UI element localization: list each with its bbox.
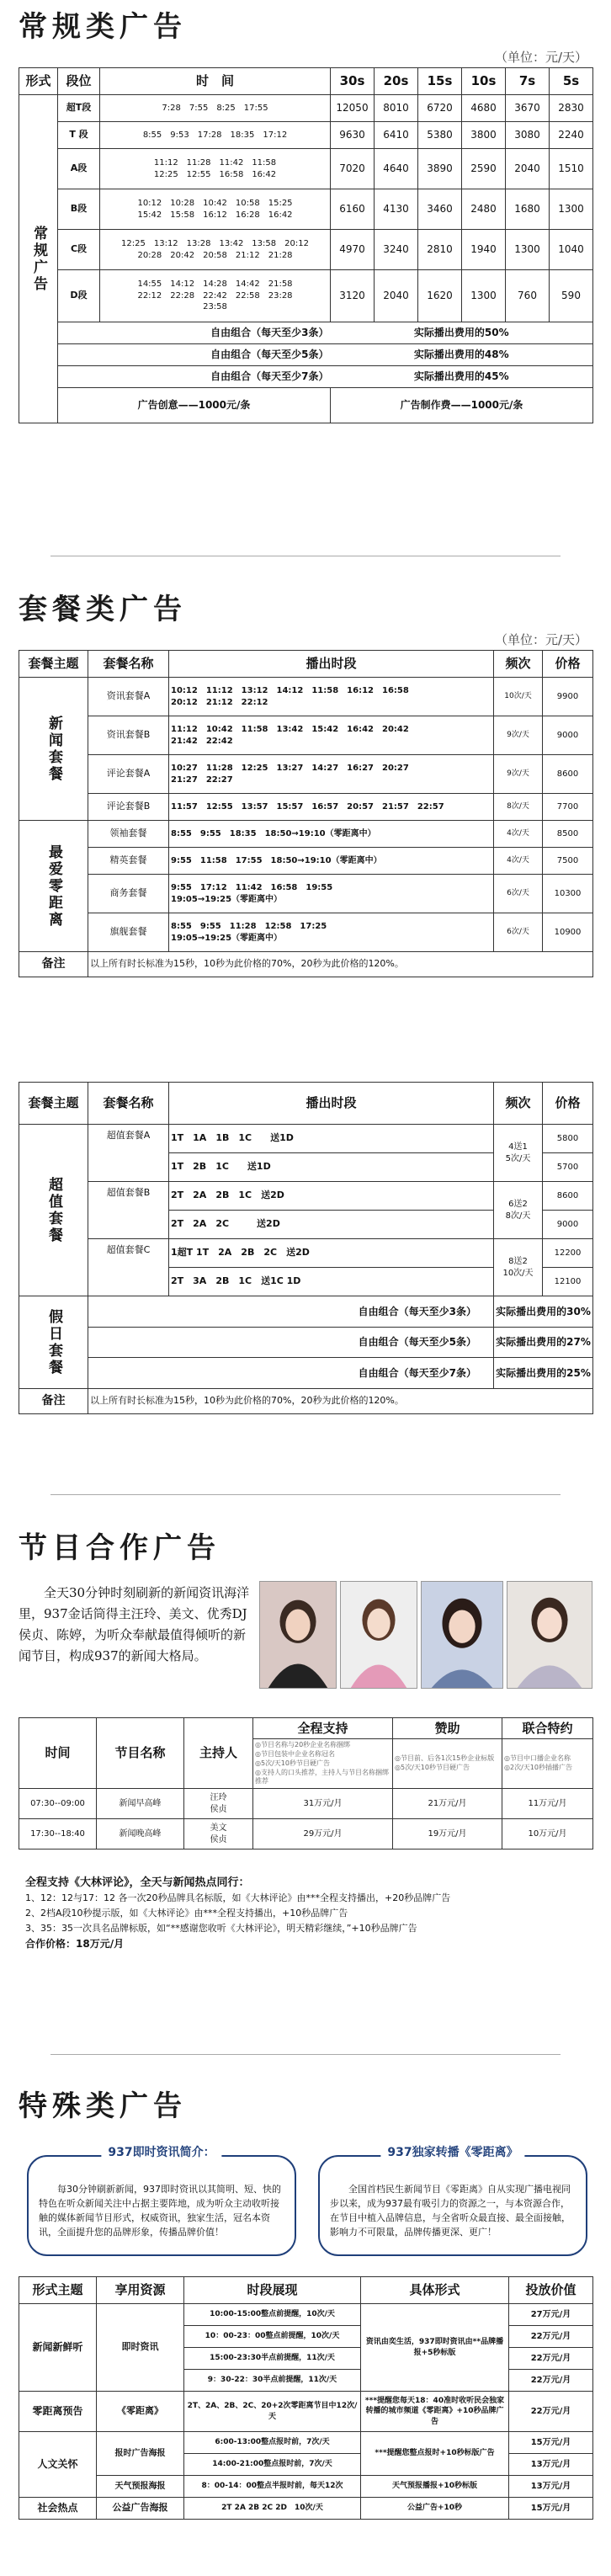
price: 2810 (418, 230, 462, 270)
package-name: 评论套餐B (88, 794, 169, 821)
table-row (19, 1182, 593, 1211)
table-row (19, 678, 593, 716)
table-row (19, 2432, 593, 2454)
package-price: 9900 (543, 678, 593, 716)
table-row (19, 716, 593, 755)
special-form: 公益广告+10秒 (361, 2498, 509, 2520)
table-row (19, 2476, 593, 2498)
zero-intro-text: 全国首档民生新闻节目《零距离》自从实现广播电视同步以来，成为937最有吸引力的资源之一，与本资源合作，在节目中植入品牌信息，与全省听众最直接、最全面接触，影响力不可限量，品牌传播更深、更广！ (330, 2184, 571, 2238)
note-label: 备注 (19, 952, 88, 977)
package-price: 8500 (543, 821, 593, 848)
special-slot: 2T 2A 2B 2C 2D 10次/天 (184, 2498, 361, 2520)
package-freq: 6次/天 (494, 913, 543, 952)
price: 3800 (462, 122, 506, 149)
segment: A段 (58, 149, 100, 189)
value-table (19, 1082, 593, 1414)
special-slot: 2T、2A、2B、2C、20+2次零距离节目中12次/天 (184, 2392, 361, 2432)
table-row (19, 2498, 593, 2520)
time-slots: 12:25 13:12 13:28 13:42 13:58 20:12 20:28 20:42 20:58 21:12 21:28 (100, 230, 331, 270)
program-note-title: 全程支持《大林评论》，全天与新闻热点同行： (25, 1876, 250, 1889)
special-table (19, 2276, 593, 2520)
price: 4680 (462, 95, 506, 122)
program-name: 新闻早高峰 (97, 1789, 184, 1819)
special-resource: 《零距离》 (97, 2392, 184, 2432)
program-joint: 10万元/月 (502, 1819, 593, 1850)
value-slot: 1超T 1T 2A 2B 2C 送2D (169, 1239, 494, 1268)
table-row (19, 1239, 593, 1268)
free-combo-discount: 实际播出费用的27% (494, 1327, 593, 1358)
table-row (19, 122, 593, 149)
note-text: 以上所有时长标准为15秒，10秒为此价格的70%，20秒为此价格的120%。 (88, 952, 593, 977)
special-slot: 9：30-22：30半点前提醒，11次/天 (184, 2370, 361, 2392)
free-combo: 自由组合（每天至少5条） (58, 344, 331, 366)
program-t: 17:30--18:40 (19, 1819, 97, 1850)
special-resource: 天气预报海报 (97, 2476, 184, 2498)
package-name: 商务套餐 (88, 875, 169, 913)
table-row (19, 1789, 593, 1819)
host-photo-4 (507, 1581, 592, 1689)
package-slot: 10:12 11:12 13:12 14:12 11:58 16:12 16:58 20:12 21:12 22:12 (169, 678, 494, 716)
table-row (19, 1327, 593, 1358)
col-5s: 5s (550, 68, 593, 95)
special-price: 27万元/月 (509, 2304, 593, 2326)
special-price: 15万元/月 (509, 2432, 593, 2454)
package-slot: 8:55 9:55 18:35 18:50→19:10（零距离中） (169, 821, 494, 848)
program-note-line: 3、35：35一次具名品牌标版，如“**感谢您收听《大林评论》，明天精彩继续，”+10秒品牌广告 (25, 1923, 417, 1934)
col-host: 主持人 (184, 1718, 253, 1789)
package-freq: 6次/天 (494, 875, 543, 913)
package-table (19, 650, 593, 977)
table-row (19, 388, 593, 423)
col-full-support: 全程支持 (253, 1718, 393, 1739)
group-news-text: 新闻套餐 (45, 715, 62, 783)
value-name: 超值套餐A (88, 1125, 169, 1182)
segment: T 段 (58, 122, 100, 149)
value-price: 5700 (543, 1153, 593, 1182)
price: 1040 (550, 230, 593, 270)
price: 2240 (550, 122, 593, 149)
col-value: 投放价值 (509, 2277, 593, 2304)
special-theme: 人文关怀 (19, 2432, 97, 2498)
value-freq: 4送1 5次/天 (494, 1125, 543, 1182)
free-combo-discount: 实际播出费用的30% (494, 1296, 593, 1328)
special-resource: 报时广告海报 (97, 2432, 184, 2476)
program-host: 美文 侯贞 (184, 1819, 253, 1850)
price: 5380 (418, 122, 462, 149)
segment: B段 (58, 189, 100, 230)
package-price: 10900 (543, 913, 593, 952)
sponsor-desc: ◎节目前、后各1次15秒企业标版 ◎5次/天10秒节目硬广告 (393, 1739, 502, 1789)
table-row (19, 2392, 593, 2432)
price: 6160 (331, 189, 375, 230)
table-row (19, 794, 593, 821)
special-table-wrap (19, 2276, 592, 2520)
program-name: 新闻晚高峰 (97, 1819, 184, 1850)
price: 2590 (462, 149, 506, 189)
price: 6410 (375, 122, 418, 149)
package-freq: 4次/天 (494, 848, 543, 875)
package-price: 9000 (543, 716, 593, 755)
price: 8010 (375, 95, 418, 122)
price: 590 (550, 270, 593, 322)
special-slot: 8：00-14：00整点半报时前，每天12次 (184, 2476, 361, 2498)
program-note-line: 1、12：12与17：12 各一次20秒品牌具名标版，如《大林评论》由***全程支持播出，+20秒品牌广告 (25, 1892, 451, 1903)
time-slots: 14:55 14:12 14:28 14:42 21:58 22:12 22:28 22:42 22:58 23:28 23:58 (100, 270, 331, 322)
table-row (19, 875, 593, 913)
special-form: ***提醒您整点报时+10秒标版广告 (361, 2432, 509, 2476)
program-title: 节目合作广告 (19, 1531, 220, 1565)
time-slots: 7:28 7:55 8:25 17:55 (100, 95, 331, 122)
group-value (19, 1125, 88, 1296)
table-row (19, 366, 593, 388)
special-price: 22万元/月 (509, 2326, 593, 2348)
program-note-line: 2、2档A段10秒提示版，如《大林评论》由***全程支持播出，+10秒品牌广告 (25, 1908, 348, 1919)
table-row (19, 230, 593, 270)
free-combo: 自由组合（每天至少5条） (88, 1327, 494, 1358)
time-slots: 10:12 10:28 10:42 10:58 15:25 15:42 15:58 16:12 16:28 16:42 (100, 189, 331, 230)
table-row (19, 952, 593, 977)
value-price: 12100 (543, 1268, 593, 1296)
special-theme: 新闻新鲜听 (19, 2304, 97, 2392)
package-name: 评论套餐A (88, 755, 169, 794)
table-row (19, 344, 593, 366)
special-slot: 6:00-13:00整点报时前，7次/天 (184, 2432, 361, 2454)
package-freq: 8次/天 (494, 794, 543, 821)
table-row (19, 1389, 593, 1414)
value-freq: 6送2 8次/天 (494, 1182, 543, 1239)
package-price: 8600 (543, 755, 593, 794)
price: 3460 (418, 189, 462, 230)
table-row (19, 1819, 593, 1850)
table-row (19, 95, 593, 122)
table-row (19, 848, 593, 875)
special-slot: 14:00-21:00整点报时前，7次/天 (184, 2454, 361, 2476)
form-label (19, 95, 58, 423)
price: 1300 (550, 189, 593, 230)
special-resource: 公益广告海报 (97, 2498, 184, 2520)
price: 4640 (375, 149, 418, 189)
price: 2040 (506, 149, 550, 189)
col-time: 时 间 (100, 68, 331, 95)
special-theme: 零距离预告 (19, 2392, 97, 2432)
col-slot: 播出时段 (169, 1083, 494, 1125)
zero-intro-box (318, 2146, 587, 2256)
program-note (25, 1876, 564, 1951)
value-name: 超值套餐C (88, 1239, 169, 1296)
program-table (19, 1717, 593, 1850)
price: 2830 (550, 95, 593, 122)
program-spon: 21万元/月 (393, 1789, 502, 1819)
package-slot: 9:55 17:12 11:42 16:58 19:55 19:05→19:25（零距离中） (169, 875, 494, 913)
special-form: ***提醒您每天18：40准时收听民会独家转播的城市频道《零距离》+10秒品牌广告 (361, 2392, 509, 2432)
news-intro-box (27, 2146, 296, 2256)
value-freq: 8送2 10次/天 (494, 1239, 543, 1296)
group-zero (19, 821, 88, 952)
package-freq: 9次/天 (494, 716, 543, 755)
value-slot: 2T 3A 2B 1C 送1C 1D (169, 1268, 494, 1296)
col-theme: 套餐主题 (19, 651, 88, 678)
free-combo-discount: 实际播出费用的25% (494, 1358, 593, 1389)
price: 7020 (331, 149, 375, 189)
free-combo-discount: 实际播出费用的50% (331, 322, 593, 344)
col-seg: 段位 (58, 68, 100, 95)
value-slot: 2T 2A 2C 送2D (169, 1211, 494, 1239)
col-price: 价格 (543, 1083, 593, 1125)
program-t: 07:30--09:00 (19, 1789, 97, 1819)
program-spon: 19万元/月 (393, 1819, 502, 1850)
time-slots: 11:12 11:28 11:42 11:58 12:25 12:55 16:58 16:42 (100, 149, 331, 189)
creative-fee: 广告创意——1000元/条 (58, 388, 331, 423)
table-row (19, 1125, 593, 1153)
news-intro-title: 937即时资讯简介： (101, 2146, 221, 2160)
special-slot: 10：00-23：00整点前提醒，10次/天 (184, 2326, 361, 2348)
col-sponsor: 赞助 (393, 1718, 502, 1739)
special-price: 22万元/月 (509, 2370, 593, 2392)
col-10s: 10s (462, 68, 506, 95)
package-price: 7700 (543, 794, 593, 821)
price: 1940 (462, 230, 506, 270)
form-label-text: 常规广告 (29, 225, 47, 293)
special-price: 13万元/月 (509, 2454, 593, 2476)
program-title-wrap (19, 1528, 592, 1565)
note-label: 备注 (19, 1389, 88, 1414)
package-freq: 9次/天 (494, 755, 543, 794)
joint-desc: ◎节目中口播企业名称 ◎2次/天10秒插播广告 (502, 1739, 593, 1789)
news-intro-text: 每30分钟刷新新闻，937即时资讯以其简明、短、快的特色在听众新闻关注中占据主要阵地，成为听众主动收听接触的媒体新闻节目形式，权威资讯，独家生活，冠名本资讯，全面提升您的品牌形象，传播品牌价值！ (39, 2184, 281, 2238)
regular-table (19, 67, 593, 423)
col-time: 时间 (19, 1718, 97, 1789)
col-price: 价格 (543, 651, 593, 678)
price: 3240 (375, 230, 418, 270)
price: 1680 (506, 189, 550, 230)
divider (50, 2054, 561, 2055)
segment: C段 (58, 230, 100, 270)
price: 12050 (331, 95, 375, 122)
price: 760 (506, 270, 550, 322)
col-30s: 30s (331, 68, 375, 95)
group-value-text: 超值套餐 (45, 1176, 62, 1244)
price: 2480 (462, 189, 506, 230)
host-photo-1 (259, 1581, 337, 1689)
full-support-desc: ◎节目名称与20秒企业名称捆绑 ◎节目包装中企业名称冠名 ◎5次/天10秒节目硬广告 ◎支持人的口头推荐，主持人与节目名称捆绑推荐 (253, 1739, 393, 1789)
value-price: 5800 (543, 1125, 593, 1153)
special-price: 15万元/月 (509, 2498, 593, 2520)
group-news (19, 678, 88, 821)
table-row (19, 913, 593, 952)
package-slot: 11:57 12:55 13:57 15:57 16:57 20:57 21:57 22:57 (169, 794, 494, 821)
price: 4970 (331, 230, 375, 270)
value-price: 8600 (543, 1182, 593, 1211)
value-section (19, 1082, 592, 1414)
special-price: 22万元/月 (509, 2392, 593, 2432)
special-form: 天气预报播报+10秒标版 (361, 2476, 509, 2498)
free-combo: 自由组合（每天至少3条） (88, 1296, 494, 1328)
col-slot: 播出时段 (169, 651, 494, 678)
col-15s: 15s (418, 68, 462, 95)
table-row (19, 1296, 593, 1328)
price: 1620 (418, 270, 462, 322)
package-freq: 10次/天 (494, 678, 543, 716)
price: 3670 (506, 95, 550, 122)
package-name: 资讯套餐B (88, 716, 169, 755)
program-host: 汪玲 侯贞 (184, 1789, 253, 1819)
host-photo-3 (421, 1581, 503, 1689)
price: 4130 (375, 189, 418, 230)
free-combo: 自由组合（每天至少7条） (58, 366, 331, 388)
value-slot: 1T 2B 1C 送1D (169, 1153, 494, 1182)
value-price: 12200 (543, 1239, 593, 1268)
package-price: 10300 (543, 875, 593, 913)
table-row (19, 755, 593, 794)
col-form: 形式 (19, 68, 58, 95)
col-7s: 7s (506, 68, 550, 95)
program-intro: 全天30分钟时刻刷新的新闻资讯海洋里，937金话筒得主汪玲、美文、优秀DJ侯贞、陈婷，为听众奉献最值得倾听的新闻节目，构成937的新闻大格局。 (19, 1585, 250, 1663)
col-20s: 20s (375, 68, 418, 95)
special-theme: 社会热点 (19, 2498, 97, 2520)
price: 1510 (550, 149, 593, 189)
col-form: 具体形式 (361, 2277, 509, 2304)
group-holiday-text: 假日套餐 (45, 1308, 62, 1376)
value-slot: 2T 2A 2B 1C 送2D (169, 1182, 494, 1211)
table-row (19, 821, 593, 848)
col-name: 套餐名称 (88, 651, 169, 678)
free-combo: 自由组合（每天至少7条） (88, 1358, 494, 1389)
package-section (19, 589, 592, 977)
special-title: 特殊类广告 (19, 2089, 187, 2123)
free-combo: 自由组合（每天至少3条） (58, 322, 331, 344)
package-unit: （单位：元/天） (494, 632, 587, 647)
segment: 超T段 (58, 95, 100, 122)
price: 1300 (506, 230, 550, 270)
zero-intro-title: 937独家转播《零距离》 (380, 2146, 524, 2160)
table-row (19, 189, 593, 230)
package-slot: 8:55 9:55 11:28 12:58 17:25 19:05→19:25（零距离中） (169, 913, 494, 952)
free-combo-discount: 实际播出费用的48% (331, 344, 593, 366)
col-timeslot: 时段展现 (184, 2277, 361, 2304)
package-name: 旗舰套餐 (88, 913, 169, 952)
regular-unit: （单位：元/天） (494, 50, 587, 65)
value-price: 9000 (543, 1211, 593, 1239)
price: 1300 (462, 270, 506, 322)
group-holiday (19, 1296, 88, 1389)
table-row (19, 149, 593, 189)
program-price: 合作价格：18万元/月 (25, 1938, 125, 1950)
group-zero-text: 最爱零距离 (45, 844, 62, 929)
package-title: 套餐类广告 (19, 593, 187, 626)
col-freq: 频次 (494, 651, 543, 678)
price: 3120 (331, 270, 375, 322)
production-fee: 广告制作费——1000元/条 (331, 388, 593, 423)
special-slot: 15:00-23:30半点前提醒，11次/天 (184, 2348, 361, 2370)
table-row (19, 322, 593, 344)
regular-title: 常规类广告 (19, 10, 187, 44)
special-resource: 即时资讯 (97, 2304, 184, 2392)
special-slot: 10:00-15:00整点前提醒，10次/天 (184, 2304, 361, 2326)
free-combo-discount: 实际播出费用的45% (331, 366, 593, 388)
col-name: 套餐名称 (88, 1083, 169, 1125)
program-full: 31万元/月 (253, 1789, 393, 1819)
regular-section (19, 7, 592, 423)
price: 6720 (418, 95, 462, 122)
divider (50, 1494, 561, 1495)
program-full: 29万元/月 (253, 1819, 393, 1850)
col-theme: 套餐主题 (19, 1083, 88, 1125)
price: 9630 (331, 122, 375, 149)
col-resource: 享用资源 (97, 2277, 184, 2304)
special-title-wrap (19, 2086, 592, 2126)
program-joint: 11万元/月 (502, 1789, 593, 1819)
package-name: 精英套餐 (88, 848, 169, 875)
time-slots: 8:55 9:53 17:28 18:35 17:12 (100, 122, 331, 149)
host-photo-2 (340, 1581, 417, 1689)
package-price: 7500 (543, 848, 593, 875)
package-slot: 11:12 10:42 11:58 13:42 15:42 16:42 20:42 21:42 22:42 (169, 716, 494, 755)
special-price: 13万元/月 (509, 2476, 593, 2498)
col-joint: 联合特约 (502, 1718, 593, 1739)
value-name: 超值套餐B (88, 1182, 169, 1239)
package-slot: 9:55 11:58 17:55 18:50→19:10（零距离中） (169, 848, 494, 875)
special-price: 22万元/月 (509, 2348, 593, 2370)
value-slot: 1T 1A 1B 1C 送1D (169, 1125, 494, 1153)
price: 3080 (506, 122, 550, 149)
note-text: 以上所有时长标准为15秒，10秒为此价格的70%，20秒为此价格的120%。 (88, 1389, 593, 1414)
special-form: 资讯由奕生活，937即时资讯由**品牌播报+5秒标版 (361, 2304, 509, 2392)
col-program: 节目名称 (97, 1718, 184, 1789)
package-freq: 4次/天 (494, 821, 543, 848)
segment: D段 (58, 270, 100, 322)
col-theme: 形式主题 (19, 2277, 97, 2304)
price: 2040 (375, 270, 418, 322)
col-freq: 频次 (494, 1083, 543, 1125)
package-name: 领袖套餐 (88, 821, 169, 848)
table-row (19, 2304, 593, 2326)
package-slot: 10:27 11:28 12:25 13:27 14:27 16:27 20:27 21:27 22:27 (169, 755, 494, 794)
price: 3890 (418, 149, 462, 189)
package-name: 资讯套餐A (88, 678, 169, 716)
table-row (19, 1358, 593, 1389)
table-row (19, 270, 593, 322)
program-table-wrap (19, 1717, 592, 1850)
